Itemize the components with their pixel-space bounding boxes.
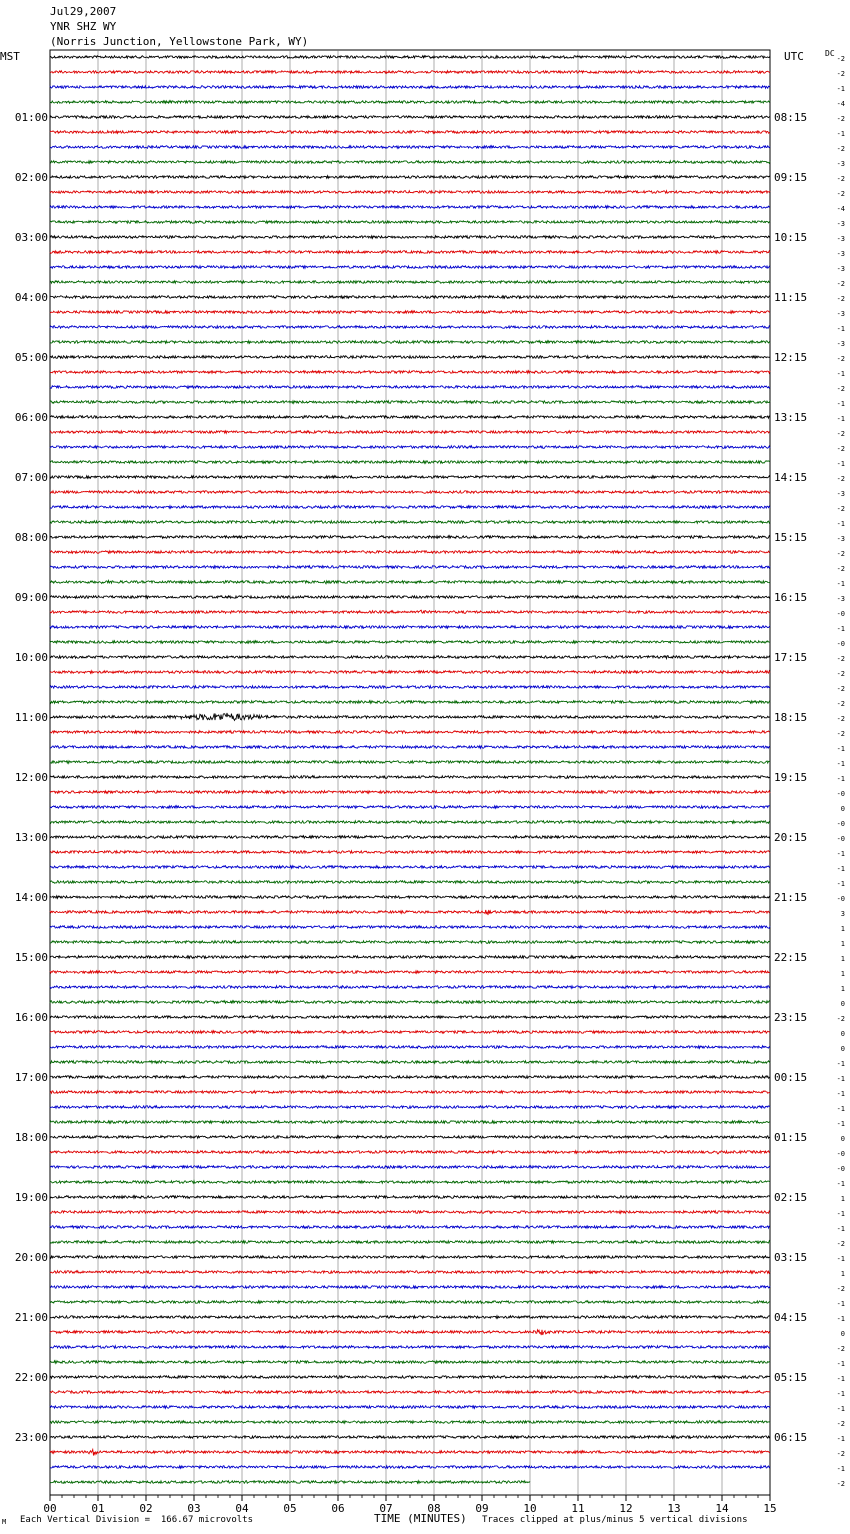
- corner-mark: M: [2, 1518, 7, 1526]
- trace-row: [50, 713, 770, 720]
- x-tick-label: 10: [523, 1502, 537, 1515]
- trace-row: [50, 580, 770, 583]
- dc-offset-label: -2: [836, 385, 845, 393]
- x-tick-label: 06: [331, 1502, 345, 1515]
- mst-hour-label: 05:00: [14, 351, 48, 364]
- trace-row: [50, 341, 770, 344]
- trace-row: [50, 86, 770, 89]
- utc-hour-label: 23:15: [774, 1011, 808, 1024]
- mst-hour-label: 12:00: [14, 771, 48, 784]
- x-axis-label: TIME (MINUTES): [374, 1512, 467, 1525]
- trace-row: [50, 821, 770, 824]
- dc-offset-label: -1: [836, 1375, 845, 1383]
- x-tick-label: 04: [235, 1502, 249, 1515]
- dc-offset-label: 0: [840, 1030, 845, 1038]
- dc-offset-label: -0: [836, 790, 845, 798]
- trace-row: [50, 656, 770, 659]
- trace-row: [50, 251, 770, 254]
- trace-row: [50, 1346, 770, 1349]
- x-tick-label: 03: [187, 1502, 201, 1515]
- trace-row: [50, 626, 770, 629]
- plot-date: Jul29,2007: [50, 5, 117, 18]
- dc-offset-label: -1: [836, 1315, 845, 1323]
- utc-hour-label: 00:15: [774, 1071, 808, 1084]
- utc-hour-label: 08:15: [774, 111, 808, 124]
- utc-hour-label: 15:15: [774, 531, 808, 544]
- utc-hour-label: 21:15: [774, 891, 808, 904]
- mst-hour-label: 19:00: [14, 1191, 48, 1204]
- utc-hour-label: 16:15: [774, 591, 808, 604]
- utc-hour-label: 10:15: [774, 231, 808, 244]
- trace-row: [50, 431, 770, 434]
- dc-label: DC: [825, 49, 835, 58]
- utc-hour-label: 20:15: [774, 831, 808, 844]
- dc-offset-label: 1: [840, 970, 845, 978]
- trace-row: [50, 671, 770, 674]
- trace-row: [50, 1181, 770, 1184]
- utc-hour-label: 13:15: [774, 411, 808, 424]
- dc-offset-label: -4: [836, 100, 845, 108]
- trace-row: [50, 1091, 770, 1093]
- trace-row: [50, 610, 770, 613]
- dc-offset-label: -1: [836, 850, 845, 858]
- utc-hour-label: 06:15: [774, 1431, 808, 1444]
- dc-offset-label: -1: [836, 775, 845, 783]
- trace-row: [50, 416, 770, 419]
- trace-row: [50, 851, 770, 854]
- mst-hour-label: 03:00: [14, 231, 48, 244]
- dc-offset-label: -2: [836, 355, 845, 363]
- trace-row: [50, 1271, 770, 1274]
- mst-hour-label: 14:00: [14, 891, 48, 904]
- trace-row: [50, 1031, 770, 1034]
- dc-offset-label: -2: [836, 175, 845, 183]
- dc-offset-label: -1: [836, 625, 845, 633]
- dc-offset-label: -4: [836, 205, 845, 213]
- station-location: (Norris Junction, Yellowstone Park, WY): [50, 35, 309, 48]
- trace-row: [50, 1106, 770, 1109]
- dc-offset-label: 0: [840, 1045, 845, 1053]
- scale-note: Each Vertical Division = 166.67 microvolts: [20, 1515, 253, 1525]
- trace-row: [50, 491, 770, 494]
- dc-offset-label: -3: [836, 340, 845, 348]
- trace-row: [50, 116, 770, 119]
- dc-offset-label: -1: [836, 1210, 845, 1218]
- trace-row: [50, 461, 770, 464]
- trace-row: [50, 1391, 770, 1394]
- dc-offset-label: -2: [836, 700, 845, 708]
- dc-offset-label: 1: [840, 1270, 845, 1278]
- x-tick-label: 01: [91, 1502, 105, 1515]
- trace-row: [50, 1046, 770, 1049]
- trace-row: [50, 1406, 770, 1409]
- dc-offset-label: -2: [836, 1480, 845, 1488]
- mst-hour-label: 15:00: [14, 951, 48, 964]
- left-timezone-label: MST: [0, 50, 20, 63]
- dc-offset-label: 0: [840, 1000, 845, 1008]
- dc-offset-label: -1: [836, 1300, 845, 1308]
- dc-offset-label: -3: [836, 490, 845, 498]
- trace-row: [50, 746, 770, 749]
- trace-row: [50, 296, 770, 299]
- trace-row: [50, 1121, 770, 1124]
- x-tick-label: 02: [139, 1502, 153, 1515]
- dc-offset-label: -1: [836, 745, 845, 753]
- dc-offset-label: -1: [836, 760, 845, 768]
- trace-row: [50, 641, 770, 643]
- dc-offset-label: -2: [836, 685, 845, 693]
- mst-hour-label: 18:00: [14, 1131, 48, 1144]
- trace-row: [50, 1361, 770, 1364]
- utc-hour-label: 04:15: [774, 1311, 808, 1324]
- trace-row: [50, 281, 770, 284]
- dc-offset-label: -1: [836, 1360, 845, 1368]
- dc-offset-label: -1: [836, 1090, 845, 1098]
- trace-row: [50, 1256, 770, 1258]
- dc-offset-label: -3: [836, 160, 845, 168]
- mst-hour-label: 16:00: [14, 1011, 48, 1024]
- trace-row: [50, 596, 770, 599]
- clip-note: Traces clipped at plus/minus 5 vertical divisions: [482, 1515, 748, 1525]
- dc-offset-label: -2: [836, 655, 845, 663]
- mst-hour-label: 04:00: [14, 291, 48, 304]
- trace-row: [50, 866, 770, 869]
- trace-row: [50, 1211, 770, 1214]
- dc-offset-label: 1: [840, 940, 845, 948]
- dc-offset-label: -1: [836, 880, 845, 888]
- dc-offset-label: -2: [836, 505, 845, 513]
- mst-hour-label: 01:00: [14, 111, 48, 124]
- trace-row: [50, 1286, 770, 1288]
- dc-offset-label: -1: [836, 1120, 845, 1128]
- dc-offset-label: -2: [836, 1345, 845, 1353]
- dc-offset-label: -2: [836, 55, 845, 63]
- dc-offset-label: -0: [836, 820, 845, 828]
- trace-row: [50, 1241, 770, 1244]
- trace-row: [50, 311, 770, 313]
- mst-hour-label: 07:00: [14, 471, 48, 484]
- trace-row: [50, 206, 770, 209]
- x-tick-label: 08: [427, 1502, 441, 1515]
- trace-row: [50, 926, 770, 929]
- mst-hour-label: 10:00: [14, 651, 48, 664]
- trace-row: [50, 1330, 770, 1335]
- dc-offset-label: 0: [840, 805, 845, 813]
- mst-hour-label: 11:00: [14, 711, 48, 724]
- trace-row: [50, 1196, 770, 1199]
- trace-row: [50, 551, 770, 553]
- trace-row: [50, 1001, 770, 1004]
- trace-row: [50, 1316, 770, 1319]
- dc-offset-label: -3: [836, 235, 845, 243]
- dc-offset-label: -2: [836, 70, 845, 78]
- trace-row: [50, 1421, 770, 1424]
- trace-row: [50, 386, 770, 389]
- dc-offset-label: 0: [840, 1135, 845, 1143]
- x-tick-label: 15: [763, 1502, 777, 1515]
- dc-offset-label: -1: [836, 1255, 845, 1263]
- utc-hour-label: 11:15: [774, 291, 808, 304]
- dc-offset-label: -3: [836, 265, 845, 273]
- trace-row: [50, 446, 770, 449]
- trace-row: [50, 1076, 770, 1079]
- dc-offset-label: -3: [836, 595, 845, 603]
- trace-row: [50, 761, 770, 764]
- mst-hour-label: 13:00: [14, 831, 48, 844]
- trace-row: [50, 71, 770, 74]
- trace-row: [50, 521, 770, 524]
- dc-offset-label: -1: [836, 415, 845, 423]
- mst-hour-label: 21:00: [14, 1311, 48, 1324]
- right-timezone-label: UTC: [784, 50, 804, 63]
- trace-row: [50, 791, 770, 794]
- trace-row: [50, 371, 770, 374]
- utc-hour-label: 19:15: [774, 771, 808, 784]
- dc-offset-label: -1: [836, 130, 845, 138]
- utc-hour-label: 02:15: [774, 1191, 808, 1204]
- x-tick-label: 13: [667, 1502, 681, 1515]
- dc-offset-label: -0: [836, 895, 845, 903]
- x-tick-label: 05: [283, 1502, 297, 1515]
- dc-offset-label: -1: [836, 1105, 845, 1113]
- dc-offset-label: -2: [836, 730, 845, 738]
- dc-offset-label: -1: [836, 1390, 845, 1398]
- trace-row: [50, 806, 770, 808]
- trace-row: [50, 836, 770, 839]
- dc-offset-label: -1: [836, 1060, 845, 1068]
- trace-row: [50, 356, 770, 359]
- utc-hour-label: 17:15: [774, 651, 808, 664]
- dc-offset-label: -1: [836, 400, 845, 408]
- trace-row: [50, 161, 770, 164]
- dc-offset-label: -2: [836, 550, 845, 558]
- dc-offset-label: -2: [836, 1420, 845, 1428]
- x-tick-label: 12: [619, 1502, 633, 1515]
- dc-offset-label: -1: [836, 1180, 845, 1188]
- dc-offset-label: -2: [836, 115, 845, 123]
- utc-hour-label: 12:15: [774, 351, 808, 364]
- dc-offset-label: -1: [836, 85, 845, 93]
- dc-offset-label: -2: [836, 280, 845, 288]
- dc-offset-label: -3: [836, 310, 845, 318]
- dc-offset-label: 1: [840, 985, 845, 993]
- trace-row: [50, 566, 770, 569]
- dc-offset-label: -1: [836, 325, 845, 333]
- dc-offset-label: -2: [836, 430, 845, 438]
- mst-hour-label: 23:00: [14, 1431, 48, 1444]
- trace-row: [50, 476, 770, 478]
- dc-offset-label: -2: [836, 565, 845, 573]
- dc-offset-label: -2: [836, 1450, 845, 1458]
- dc-offset-label: -1: [836, 1465, 845, 1473]
- trace-row: [50, 881, 770, 884]
- x-tick-label: 09: [475, 1502, 489, 1515]
- dc-offset-label: 1: [840, 1195, 845, 1203]
- utc-hour-label: 01:15: [774, 1131, 808, 1144]
- dc-offset-label: 1: [840, 925, 845, 933]
- mst-hour-label: 06:00: [14, 411, 48, 424]
- dc-offset-label: 1: [840, 955, 845, 963]
- dc-offset-label: -3: [836, 220, 845, 228]
- trace-row: [50, 956, 770, 959]
- utc-hour-label: 18:15: [774, 711, 808, 724]
- dc-offset-label: -1: [836, 460, 845, 468]
- trace-row: [50, 1449, 770, 1455]
- mst-hour-label: 09:00: [14, 591, 48, 604]
- trace-row: [50, 536, 770, 539]
- dc-offset-label: 0: [840, 1330, 845, 1338]
- trace-row: [50, 146, 770, 148]
- dc-offset-label: -0: [836, 1165, 845, 1173]
- trace-row: [50, 731, 770, 734]
- x-tick-label: 14: [715, 1502, 729, 1515]
- trace-row: [50, 326, 770, 329]
- x-tick-label: 11: [571, 1502, 585, 1515]
- dc-offset-label: -0: [836, 1150, 845, 1158]
- dc-offset-label: -2: [836, 1240, 845, 1248]
- trace-row: [50, 1061, 770, 1063]
- trace-row: [50, 266, 770, 269]
- trace-row: [50, 221, 770, 224]
- dc-offset-label: 3: [840, 910, 845, 918]
- trace-row: [50, 941, 770, 944]
- dc-offset-label: -1: [836, 370, 845, 378]
- utc-hour-label: 03:15: [774, 1251, 808, 1264]
- trace-row: [50, 971, 770, 973]
- x-tick-label: 00: [43, 1502, 57, 1515]
- trace-row: [50, 191, 770, 194]
- trace-row: [50, 131, 770, 134]
- dc-offset-label: -1: [836, 520, 845, 528]
- mst-hour-label: 08:00: [14, 531, 48, 544]
- trace-row: [50, 1016, 770, 1019]
- dc-offset-label: -2: [836, 145, 845, 153]
- trace-row: [50, 176, 770, 179]
- trace-row: [50, 56, 770, 58]
- mst-hour-label: 20:00: [14, 1251, 48, 1264]
- trace-row: [50, 686, 770, 689]
- dc-offset-label: -0: [836, 835, 845, 843]
- dc-offset-label: -1: [836, 1225, 845, 1233]
- dc-offset-label: -2: [836, 295, 845, 303]
- trace-row: [50, 986, 770, 989]
- trace-row: [50, 701, 770, 704]
- trace-row: [50, 1166, 770, 1169]
- dc-offset-label: -1: [836, 1435, 845, 1443]
- trace-row: [50, 1376, 770, 1379]
- dc-offset-label: -1: [836, 580, 845, 588]
- dc-offset-label: -3: [836, 535, 845, 543]
- trace-row: [50, 506, 770, 509]
- mst-hour-label: 22:00: [14, 1371, 48, 1384]
- trace-row: [50, 1301, 770, 1304]
- dc-offset-label: -0: [836, 640, 845, 648]
- x-tick-label: 07: [379, 1502, 393, 1515]
- trace-row: [50, 1226, 770, 1229]
- trace-row: [50, 896, 770, 898]
- trace-row: [50, 910, 770, 915]
- mst-hour-label: 17:00: [14, 1071, 48, 1084]
- utc-hour-label: 22:15: [774, 951, 808, 964]
- dc-offset-label: -3: [836, 250, 845, 258]
- mst-hour-label: 02:00: [14, 171, 48, 184]
- dc-offset-label: -2: [836, 670, 845, 678]
- dc-offset-label: -1: [836, 1405, 845, 1413]
- dc-offset-label: -1: [836, 1075, 845, 1083]
- trace-row: [50, 1151, 770, 1154]
- trace-row: [50, 1436, 770, 1439]
- trace-row: [50, 236, 770, 239]
- dc-offset-label: -2: [836, 190, 845, 198]
- utc-hour-label: 14:15: [774, 471, 808, 484]
- trace-row: [50, 776, 770, 779]
- utc-hour-label: 05:15: [774, 1371, 808, 1384]
- trace-row: [50, 401, 770, 404]
- dc-offset-label: -2: [836, 1285, 845, 1293]
- trace-row: [50, 101, 770, 103]
- dc-offset-label: -0: [836, 610, 845, 618]
- dc-offset-label: -2: [836, 475, 845, 483]
- utc-hour-label: 09:15: [774, 171, 808, 184]
- dc-offset-label: -2: [836, 715, 845, 723]
- dc-offset-label: -2: [836, 445, 845, 453]
- dc-offset-label: -2: [836, 1015, 845, 1023]
- dc-offset-label: -1: [836, 865, 845, 873]
- station-code: YNR SHZ WY: [50, 20, 117, 33]
- trace-row: [50, 1136, 770, 1139]
- trace-row: [50, 1466, 770, 1468]
